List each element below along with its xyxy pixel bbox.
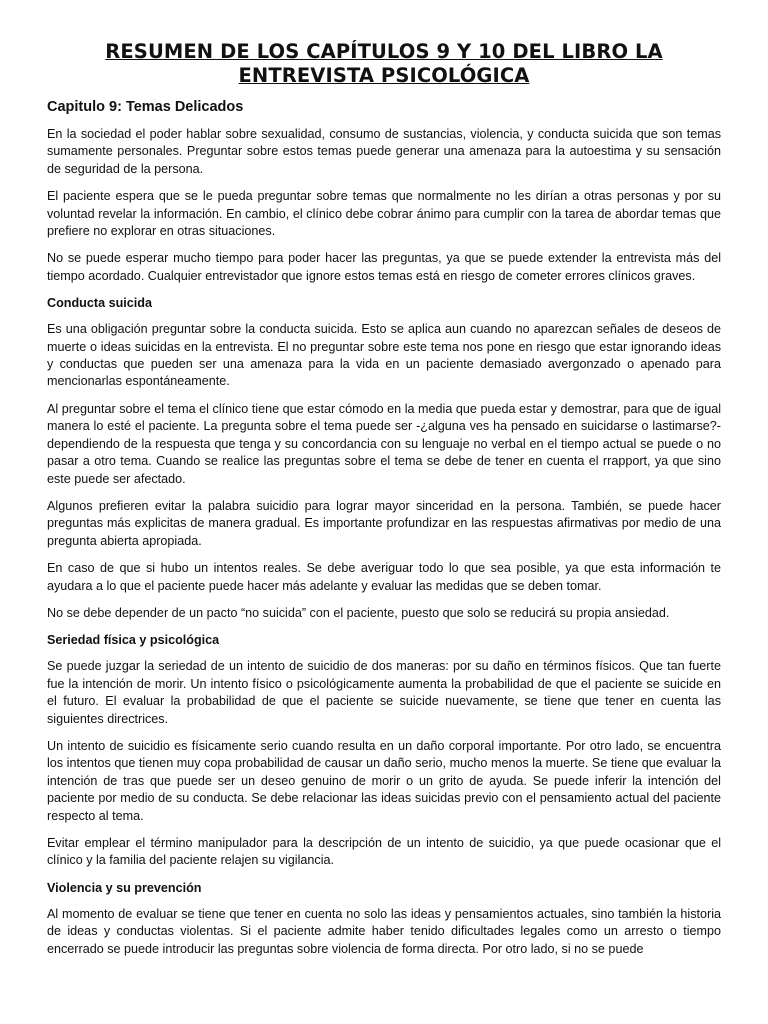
violence-paragraph-1: Al momento de evaluar se tiene que tener en cuenta no solo las ideas y pensamientos actuales, sino también la historia de ideas y conductas violentas. Si el paciente admite haber tenido dificultades legales como un arresto o tiempo encerrado se puede introducir las preguntas sobre violencia de forma directa. Por otro lado, si no se puede bbox=[47, 906, 721, 956]
section-heading-violence: Violencia y su prevención bbox=[47, 880, 202, 895]
document-page bbox=[47, 40, 721, 1024]
suicide-paragraph-4: En caso de que si hubo un intentos reales. Se debe averiguar todo lo que sea posible, ya que esta información te ayudara a lo que el paciente puede hacer más adelante y evaluar las medidas que se deben tomar. bbox=[47, 561, 721, 593]
document-title-line-1: RESUMEN DE LOS CAPÍTULOS 9 Y 10 DEL LIBRO LA bbox=[105, 40, 663, 63]
seriousness-paragraph-3: Evitar emplear el término manipulador para la descripción de un intento de suicidio, ya que puede ocasionar que el clínico y la familia del paciente relajen su vigilancia. bbox=[47, 836, 721, 868]
section-heading-seriousness: Seriedad física y psicológica bbox=[47, 633, 220, 648]
document-title-line-2: ENTREVISTA PSICOLÓGICA bbox=[238, 64, 530, 87]
chapter-heading: Capitulo 9: Temas Delicados bbox=[47, 99, 244, 115]
seriousness-paragraph-1: Se puede juzgar la seriedad de un intento de suicidio de dos maneras: por su daño en términos físicos. Que tan fuerte fue la intención de morir. Un intento físico o psicológicamente aumenta la probabilidad de que el paciente se suicide en el futuro. El evaluar la probabilidad de que el paciente se suicide nuevamente, se tiene que tener en cuenta las siguientes directrices. bbox=[47, 659, 721, 726]
section-heading-suicide: Conducta suicida bbox=[47, 296, 152, 311]
intro-paragraph-1: En la sociedad el poder hablar sobre sexualidad, consumo de sustancias, violencia, y conducta suicida que son temas sumamente personales. Preguntar sobre estos temas puede generar una amenaza para la autoestima y su sensación de seguridad de la persona. bbox=[47, 127, 721, 176]
intro-paragraph-2: El paciente espera que se le pueda preguntar sobre temas que normalmente no les dirían a otras personas y por su voluntad revelar la información. En cambio, el clínico debe cobrar ánimo para cumplir con la tarea de abordar temas que prefiere no explorar en otras situaciones. bbox=[47, 189, 721, 239]
suicide-paragraph-1: Es una obligación preguntar sobre la conducta suicida. Esto se aplica aun cuando no aparezcan señales de deseos de muerte o ideas suicidas en la entrevista. El no preguntar sobre este tema nos pone en riesgo que estar ignorando ideas y conductas que pueden ser una amenaza para la vida en un paciente demasiado avergonzado o apenado para mencionarlas espontáneamente. bbox=[47, 322, 721, 389]
suicide-paragraph-2: Al preguntar sobre el tema el clínico tiene que estar cómodo en la media que pueda estar y demostrar, para que de igual manera lo esté el paciente. La pregunta sobre el tema puede ser -¿alguna ves ha pensado en suicidarse o lastimarse?- dependiendo de la respuesta que tenga y su concordancia con su lenguaje no verbal en el tiempo actual se puede o no pasar a otro tema. Cuando se realice las preguntas sobre el tema se debe de tener en cuenta el rrapport, ya que sino este puede ser afectado. bbox=[47, 401, 721, 486]
document-title bbox=[47, 40, 721, 88]
seriousness-paragraph-2: Un intento de suicidio es físicamente serio cuando resulta en un daño corporal importante. Por otro lado, se encuentra los intentos que tienen muy copa probabilidad de causar un daño serio, mucho menos la muerte. Se tiene que evaluar la intención de tras que puede ser un deseo genuino de morir o un grito de ayuda. Se puede inferir la intención del paciente por medio de su conducta. Se debe relacionar las ideas suicidas previo con el pensamiento actual del paciente respecto al tema. bbox=[47, 738, 721, 823]
suicide-paragraph-3: Algunos prefieren evitar la palabra suicidio para lograr mayor sinceridad en la persona. También, se puede hacer preguntas más explicitas de manera gradual. Es importante profundizar en las respuestas afirmativas por medio de una pregunta abierta apropiada. bbox=[47, 498, 721, 548]
intro-paragraph-3: No se puede esperar mucho tiempo para poder hacer las preguntas, ya que se puede extender la entrevista más del tiempo acordado. Cualquier entrevistador que ignore estos temas está en riesgo de cometer errores clínicos graves. bbox=[47, 251, 721, 283]
suicide-paragraph-5: No se debe depender de un pacto “no suicida” con el paciente, puesto que solo se reducirá su propia ansiedad. bbox=[47, 605, 670, 620]
